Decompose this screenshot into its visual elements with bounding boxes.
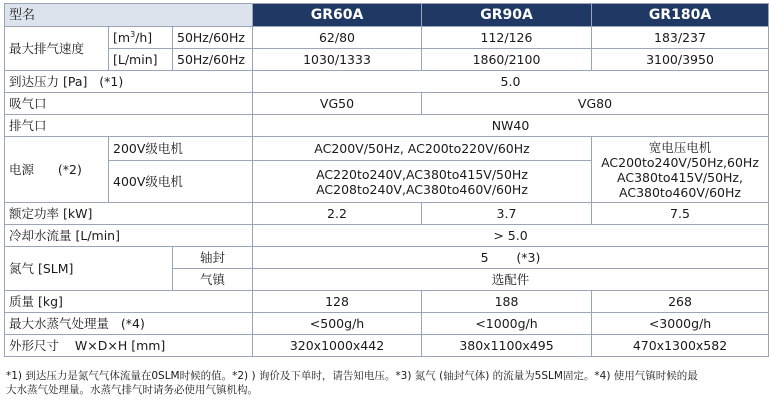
inlet-row [5, 93, 769, 115]
nitrogen-ballast-label: 气镇 [173, 269, 253, 291]
rated-power-row [5, 203, 769, 225]
header-row [5, 4, 769, 27]
flow-row-lmin [5, 49, 769, 71]
rated-power-gr60a: 2.2 [253, 203, 422, 225]
inlet-gr60a: VG50 [253, 93, 422, 115]
outlet-row [5, 115, 769, 137]
power-400v-line-2: AC208to240V,AC380to460V/60Hz [316, 181, 528, 197]
vapor-gr180a: <3000g/h [592, 313, 769, 335]
flow-m3h-gr90a: 112/126 [422, 27, 592, 49]
power-400v-line-1: AC220to240V,AC380to415V/50Hz [316, 166, 528, 182]
vapor-gr60a: <500g/h [253, 313, 422, 335]
model-gr90a: GR90A [422, 4, 592, 27]
outlet-label: 排气口 [5, 115, 253, 137]
flow-label: 最大排气速度 [5, 27, 109, 71]
outlet-value: NW40 [253, 115, 769, 137]
model-label: 型名 [5, 4, 253, 27]
inlet-gr90a-gr180a: VG80 [422, 93, 769, 115]
rated-power-gr90a: 3.7 [422, 203, 592, 225]
nitrogen-shaft-row [5, 247, 769, 269]
power-label: 电源 [9, 162, 35, 177]
power-note: (*2) [57, 162, 82, 177]
footnotes [6, 369, 768, 397]
pressure-label: 到达压力 [Pa] (*1) [5, 71, 253, 93]
footnote-line-2: 大水蒸气处理量。水蒸气排气时请务必使用气镇机构。 [6, 384, 258, 396]
flow-freq-1: 50Hz/60Hz [173, 27, 253, 49]
mass-gr90a: 188 [422, 291, 592, 313]
nitrogen-ballast-value: 选配件 [253, 269, 769, 291]
power-label-cell [5, 137, 109, 203]
dimensions-row [5, 335, 769, 357]
flow-m3h-gr60a: 62/80 [253, 27, 422, 49]
power-gr180a [592, 137, 769, 203]
power-400v-label: 400V级电机 [109, 161, 253, 203]
nitrogen-label: 氮气 [SLM] [5, 247, 173, 291]
power-200v-value: AC200V/50Hz, AC200to220V/60Hz [253, 137, 592, 161]
flow-row-m3h [5, 27, 769, 49]
spec-table [4, 3, 769, 357]
flow-lmin-gr180a: 3100/3950 [592, 49, 769, 71]
vapor-gr90a: <1000g/h [422, 313, 592, 335]
inlet-label: 吸气口 [5, 93, 253, 115]
rated-power-gr180a: 7.5 [592, 203, 769, 225]
power-gr180a-line-4: AC380to460V/60Hz [619, 184, 741, 200]
flow-lmin-gr60a: 1030/1333 [253, 49, 422, 71]
power-gr180a-line-3: AC380to415V/50Hz, [617, 169, 743, 185]
cooling-row [5, 225, 769, 247]
flow-m3h-gr180a: 183/237 [592, 27, 769, 49]
nitrogen-shaft-label: 轴封 [173, 247, 253, 269]
mass-row [5, 291, 769, 313]
dimensions-gr90a: 380x1100x495 [422, 335, 592, 357]
model-gr60a: GR60A [253, 4, 422, 27]
power-200v-label: 200V级电机 [109, 137, 253, 161]
model-gr180a: GR180A [592, 4, 769, 27]
nitrogen-shaft-value: 5 (*3) [253, 247, 769, 269]
vapor-label: 最大水蒸气处理量 (*4) [5, 313, 253, 335]
dimensions-label: 外形尺寸 W×D×H [mm] [5, 335, 253, 357]
rated-power-label: 额定功率 [kW] [5, 203, 253, 225]
mass-label: 质量 [kg] [5, 291, 253, 313]
mass-gr60a: 128 [253, 291, 422, 313]
footnote-line-1: *1) 到达压力是氮气气体流量在0SLM时候的值。*2) ) 询价及下单时，请告知电压。*3) 氮气 (轴封气体) 的流量为5SLM固定。*4) 使用气镇时候的最 [6, 370, 698, 382]
cooling-value: > 5.0 [253, 225, 769, 247]
vapor-row [5, 313, 769, 335]
power-gr180a-line-1: 宽电压电机 [648, 139, 712, 155]
power-gr180a-line-2: AC200to240V/50Hz,60Hz [601, 154, 759, 170]
cooling-label: 冷却水流量 [L/min] [5, 225, 253, 247]
flow-unit-m3h: $[m^3/h]$ [109, 27, 173, 49]
power-400v-value [253, 161, 592, 203]
flow-freq-2: 50Hz/60Hz [173, 49, 253, 71]
flow-lmin-gr90a: 1860/2100 [422, 49, 592, 71]
power-row-200v [5, 137, 769, 161]
dimensions-gr180a: 470x1300x582 [592, 335, 769, 357]
dimensions-gr60a: 320x1000x442 [253, 335, 422, 357]
pressure-value: 5.0 [253, 71, 769, 93]
pressure-row [5, 71, 769, 93]
mass-gr180a: 268 [592, 291, 769, 313]
flow-unit-lmin: [L/min] [109, 49, 173, 71]
